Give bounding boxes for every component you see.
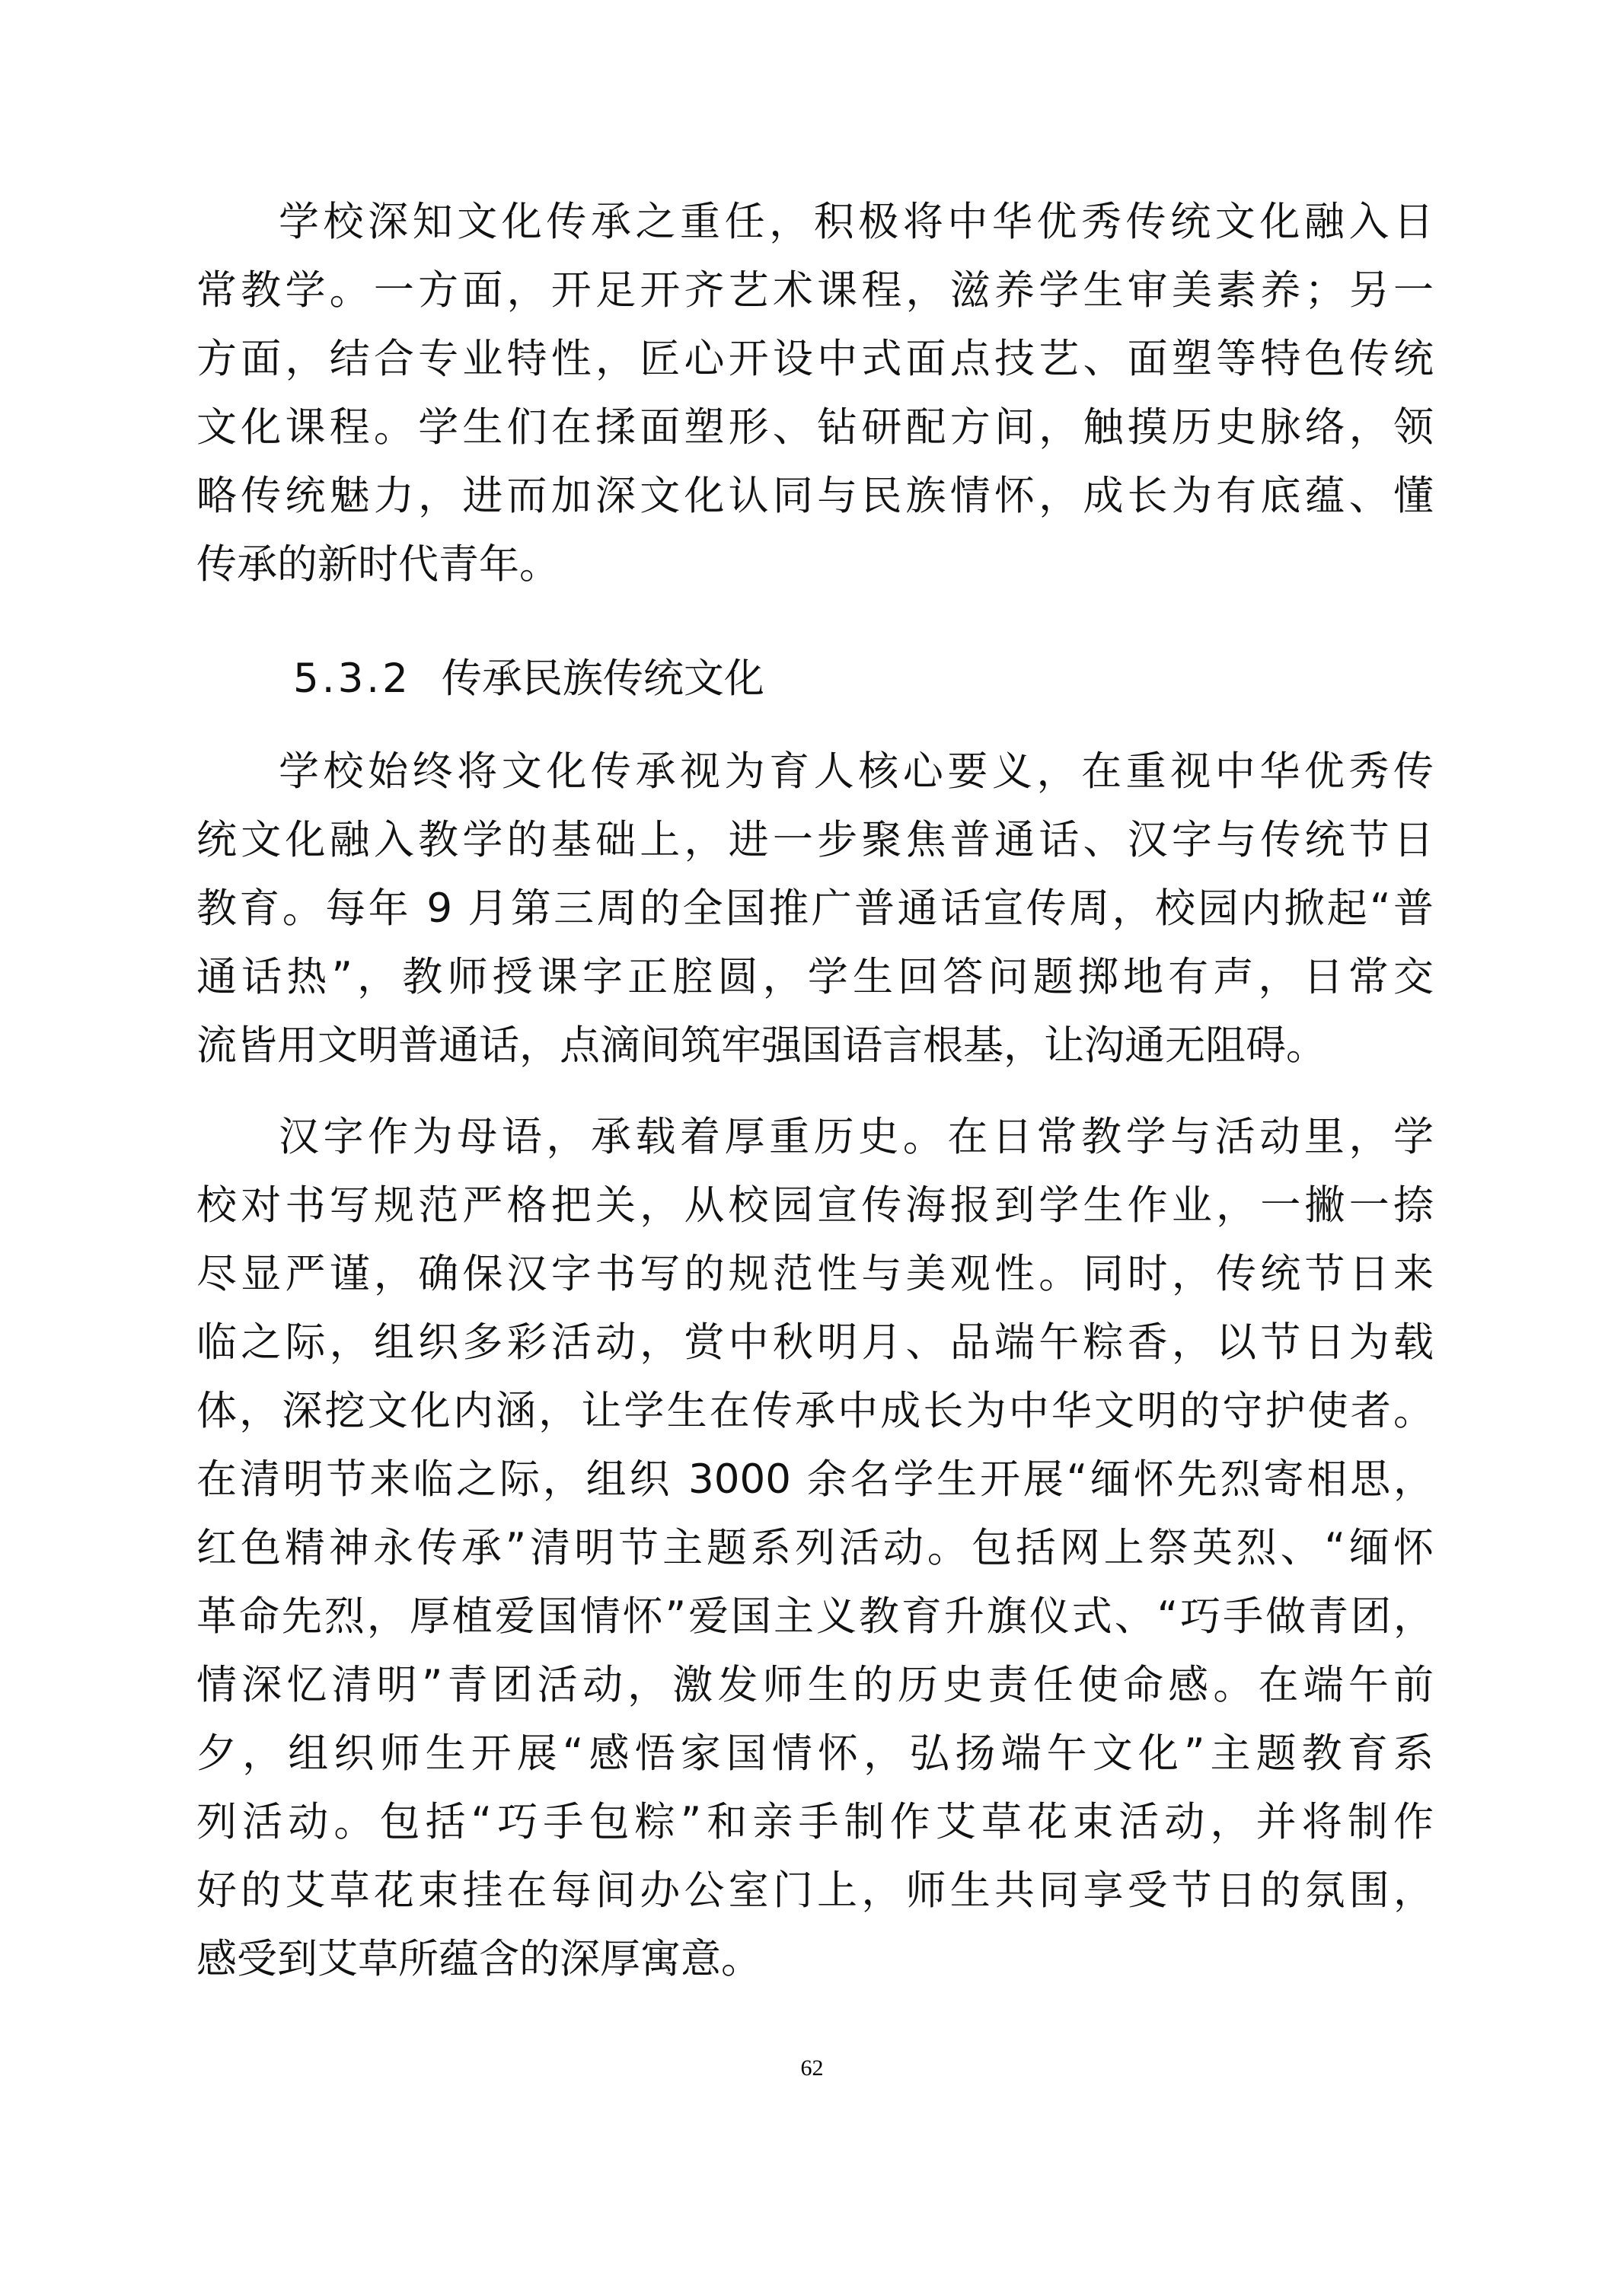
- paragraph-1-line-5: 略传统魅力，进而加深文化认同与民族情怀，成长为有底蕴、懂: [196, 473, 1434, 519]
- page-number: 62: [800, 2055, 824, 2081]
- paragraph-1-line-2: 常教学。一方面，开足开齐艺术课程，滋养学生审美素养；另一: [196, 267, 1434, 314]
- paragraph-1-line-6: 传承的新时代青年。: [196, 541, 560, 588]
- paragraph-3-line-12: 好的艾草花束挂在每间办公室门上，师生共同享受节日的氛围，: [196, 1867, 1434, 1914]
- paragraph-3-line-3: 尽显严谨，确保汉字书写的规范性与美观性。同时，传统节日来: [196, 1251, 1434, 1297]
- paragraph-3-line-7: 红色精神永传承”清明节主题系列活动。包括网上祭英烈、“缅怀: [196, 1525, 1434, 1571]
- section-heading: [293, 656, 764, 702]
- paragraph-2-line-1: 学校始终将文化传承视为育人核心要义，在重视中华优秀传: [279, 748, 1434, 795]
- paragraph-3-line-10: 夕，组织师生开展“感悟家国情怀，弘扬端午文化”主题教育系: [196, 1730, 1434, 1777]
- paragraph-1-line-4: 文化课程。学生们在揉面塑形、钻研配方间，触摸历史脉络，领: [196, 404, 1434, 451]
- paragraph-3-line-11: 列活动。包括“巧手包粽”和亲手制作艾草花束活动，并将制作: [196, 1799, 1434, 1845]
- paragraph-2-line-2: 统文化融入教学的基础上，进一步聚焦普通话、汉字与传统节日: [196, 817, 1434, 863]
- paragraph-3-line-9: 情深忆清明”青团活动，激发师生的历史责任使命感。在端午前: [196, 1662, 1434, 1708]
- paragraph-3-line-4: 临之际，组织多彩活动，赏中秋明月、品端午粽香，以节日为载: [196, 1319, 1434, 1366]
- paragraph-2-line-5: 流皆用文明普通话，点滴间筑牢强国语言根基，让沟通无阻碍。: [196, 1022, 1326, 1069]
- paragraph-3-line-1: 汉字作为母语，承载着厚重历史。在日常教学与活动里，学: [279, 1114, 1434, 1160]
- section-number: 5.3.2: [293, 655, 411, 702]
- paragraph-2-line-3: 教育。每年 9 月第三周的全国推广普通话宣传周，校园内掀起“普: [196, 885, 1434, 932]
- paragraph-3-line-2: 校对书写规范严格把关，从校园宣传海报到学生作业，一撇一捺: [196, 1182, 1434, 1229]
- paragraph-3-line-5: 体，深挖文化内涵，让学生在传承中成长为中华文明的守护使者。: [196, 1388, 1434, 1434]
- paragraph-3-line-6: 在清明节来临之际，组织 3000 余名学生开展“缅怀先烈寄相思，: [196, 1456, 1434, 1503]
- paragraph-3-line-8: 革命先烈，厚植爱国情怀”爱国主义教育升旗仪式、“巧手做青团，: [196, 1593, 1434, 1640]
- paragraph-1-line-1: 学校深知文化传承之重任，积极将中华优秀传统文化融入日: [279, 199, 1434, 245]
- paragraph-1-line-3: 方面，结合专业特性，匠心开设中式面点技艺、面塑等特色传统: [196, 336, 1434, 382]
- paragraph-2-line-4: 通话热”，教师授课字正腔圆，学生回答问题掷地有声，日常交: [196, 954, 1434, 1000]
- section-title: 传承民族传统文化: [441, 655, 764, 702]
- paragraph-3-line-13: 感受到艾草所蕴含的深厚寓意。: [196, 1936, 761, 1982]
